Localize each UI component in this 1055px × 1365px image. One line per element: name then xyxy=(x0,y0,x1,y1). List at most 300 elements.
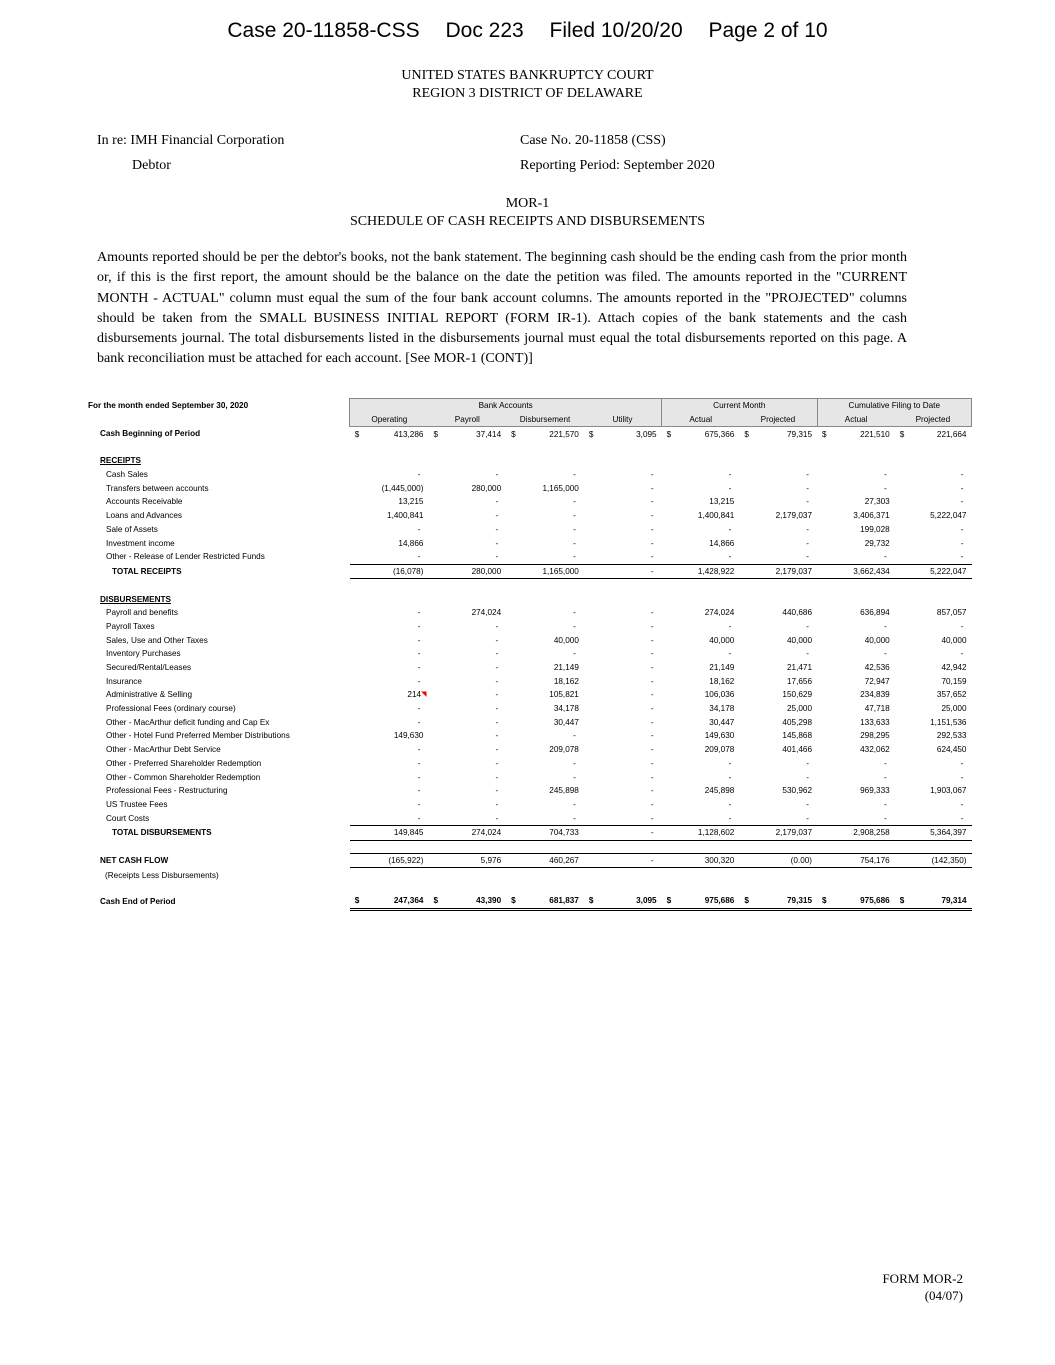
row-value: - xyxy=(650,497,654,507)
row-value: 42,942 xyxy=(941,663,967,673)
row-value: $ 3,095 xyxy=(584,427,662,441)
header-group-row xyxy=(88,399,972,413)
row-value: 14,866 xyxy=(709,538,735,548)
row-value: 150,629 xyxy=(782,690,813,700)
row-value: 199,028 xyxy=(860,524,890,534)
row-value: - xyxy=(417,772,421,782)
row-value: - xyxy=(960,524,964,534)
row-value: 280,000 xyxy=(428,564,506,579)
row-value: - xyxy=(495,786,499,796)
row-value: - xyxy=(573,731,576,741)
row-value: - xyxy=(884,758,887,768)
row-value: 29,732 xyxy=(864,538,890,548)
row-value: (142,350) xyxy=(895,853,972,868)
row-value: - xyxy=(495,745,499,755)
row-value: - xyxy=(428,550,506,564)
receipts-heading: RECEIPTS xyxy=(100,456,141,466)
disbursement-row xyxy=(88,674,972,688)
row-value: - xyxy=(584,825,662,840)
row-value: 460,267 xyxy=(506,853,584,868)
row-value: - xyxy=(573,511,576,521)
row-label: Inventory Purchases xyxy=(106,649,181,659)
receipt-row xyxy=(88,495,972,509)
row-value: 2,179,037 xyxy=(739,825,817,840)
receipt-row xyxy=(88,523,972,537)
row-label: Other - Release of Lender Restricted Funds xyxy=(106,552,265,562)
row-value: 5,222,047 xyxy=(930,511,967,521)
row-value: 25,000 xyxy=(941,704,967,714)
row-value: - xyxy=(895,550,972,564)
row-value: 42,536 xyxy=(864,663,890,673)
total-disbursements-row xyxy=(88,825,972,840)
row-value: - xyxy=(884,621,887,631)
spacer-cell xyxy=(88,579,972,593)
row-value: 3,662,434 xyxy=(817,564,895,579)
row-value: - xyxy=(573,758,576,768)
row-value: - xyxy=(650,676,654,686)
row-value: 21,471 xyxy=(786,663,813,673)
cash-end-row xyxy=(88,894,972,909)
row-value: - xyxy=(650,608,654,618)
row-value: - xyxy=(728,524,732,534)
row-value: $ 975,686 xyxy=(817,894,895,909)
disbursement-row xyxy=(88,811,972,825)
row-value: - xyxy=(739,550,817,564)
case-header xyxy=(0,19,1055,43)
row-value: 405,298 xyxy=(782,717,813,727)
group-cumulative: Cumulative Filing to Date xyxy=(817,399,971,413)
row-value: 34,178 xyxy=(553,704,579,714)
row-value: - xyxy=(495,621,499,631)
row-value: - xyxy=(350,811,429,825)
row-value: - xyxy=(495,704,499,714)
row-value: 298,295 xyxy=(860,731,890,741)
column-header: Projected xyxy=(895,413,972,427)
row-label: Transfers between accounts xyxy=(106,483,209,493)
reporting-period: Reporting Period: September 2020 xyxy=(520,158,715,173)
row-value: - xyxy=(728,649,732,659)
row-value: - xyxy=(417,704,421,714)
group-bank-accounts: Bank Accounts xyxy=(350,399,662,413)
disbursement-row xyxy=(88,798,972,812)
row-value: 40,000 xyxy=(709,635,735,645)
cash-schedule-table xyxy=(88,398,972,911)
row-label: Sales, Use and Other Taxes xyxy=(106,635,208,645)
row-value: (165,922) xyxy=(350,853,429,868)
filed-date: Filed 10/20/20 xyxy=(549,19,683,42)
row-value: - xyxy=(960,538,964,548)
disbursement-row xyxy=(88,620,972,634)
row-value: 530,962 xyxy=(782,786,813,796)
row-label: Other - MacArthur deficit funding and Cap Ex xyxy=(106,717,270,727)
row-value: $ 79,314 xyxy=(895,894,972,909)
row-value: - xyxy=(495,799,499,809)
row-value: 40,000 xyxy=(864,635,890,645)
row-value: 1,165,000 xyxy=(506,564,584,579)
row-value: - xyxy=(650,483,654,493)
row-label: Other - Preferred Shareholder Redemption xyxy=(106,758,262,768)
receipt-row xyxy=(88,509,972,523)
row-value: 209,078 xyxy=(549,745,579,755)
row-label: Other - Common Shareholder Redemption xyxy=(106,772,261,782)
row-value: - xyxy=(817,550,895,564)
row-value: - xyxy=(806,799,810,809)
row-value: 34,178 xyxy=(709,704,735,714)
row-value: 5,364,397 xyxy=(895,825,972,840)
row-value: 5,976 xyxy=(428,853,506,868)
row-value: - xyxy=(728,483,732,493)
row-value: 1,428,922 xyxy=(662,564,740,579)
row-value: - xyxy=(650,690,654,700)
row-value: - xyxy=(650,649,654,659)
row-value: - xyxy=(806,772,810,782)
row-value: 704,733 xyxy=(506,825,584,840)
row-value: - xyxy=(584,550,662,564)
row-value: - xyxy=(960,621,964,631)
row-value: $ 247,364 xyxy=(350,894,429,909)
row-value: - xyxy=(650,621,654,631)
row-value: 72,947 xyxy=(864,676,890,686)
row-value: - xyxy=(960,470,964,480)
row-value: - xyxy=(417,621,421,631)
row-value: - xyxy=(495,470,499,480)
row-value: $ 975,686 xyxy=(662,894,740,909)
row-value: - xyxy=(650,717,654,727)
row-value: - xyxy=(417,470,421,480)
row-value: - xyxy=(417,524,421,534)
row-value: 145,868 xyxy=(782,731,813,741)
row-label: Administrative & Selling xyxy=(106,690,193,700)
row-value: - xyxy=(650,745,654,755)
row-value: 3,406,371 xyxy=(853,511,890,521)
row-value: - xyxy=(728,758,732,768)
row-label: Cash Beginning of Period xyxy=(100,429,201,439)
row-value: - xyxy=(728,799,732,809)
row-value: - xyxy=(806,538,810,548)
row-value: - xyxy=(573,497,576,507)
row-value: - xyxy=(573,799,576,809)
row-value: 21,149 xyxy=(709,663,735,673)
row-value: 149,630 xyxy=(393,731,424,741)
row-value: - xyxy=(417,649,421,659)
row-value: 149,845 xyxy=(350,825,429,840)
row-value: - xyxy=(573,649,576,659)
row-value: - xyxy=(495,717,499,727)
row-value: - xyxy=(495,772,499,782)
disbursement-row xyxy=(88,688,972,702)
row-value: - xyxy=(650,511,654,521)
row-value: $ 79,315 xyxy=(739,894,817,909)
receipt-row xyxy=(88,468,972,482)
spacer-row xyxy=(88,441,972,454)
debtor-label: Debtor xyxy=(132,158,171,173)
row-value: 636,894 xyxy=(860,608,890,618)
row-value: 105,821 xyxy=(549,690,579,700)
row-value: - xyxy=(650,470,654,480)
row-value: - xyxy=(650,538,654,548)
row-value: - xyxy=(573,470,576,480)
page-number: Page 2 of 10 xyxy=(708,19,828,42)
column-header: Actual xyxy=(662,413,740,427)
row-value: - xyxy=(650,731,654,741)
row-value: - xyxy=(417,745,421,755)
receipt-row xyxy=(88,550,972,564)
form-date: (04/07) xyxy=(924,1288,963,1303)
row-value: 1,165,000 xyxy=(542,483,579,493)
spacer-row xyxy=(88,840,972,853)
row-value: - xyxy=(739,811,817,825)
row-value: 27,303 xyxy=(864,497,890,507)
row-value: - xyxy=(662,811,740,825)
row-value: 47,718 xyxy=(864,704,890,714)
row-value: - xyxy=(806,497,810,507)
row-value: - xyxy=(895,811,972,825)
row-value: $ 675,366 xyxy=(662,427,740,441)
cash-beginning-row xyxy=(88,427,972,441)
row-value: 300,320 xyxy=(662,853,740,868)
row-value: - xyxy=(650,772,654,782)
row-label: Payroll and benefits xyxy=(106,608,178,618)
row-value: - xyxy=(417,676,421,686)
row-value: 13,215 xyxy=(709,497,735,507)
row-value: - xyxy=(417,608,421,618)
row-value: $ 3,095 xyxy=(584,894,662,909)
row-value: - xyxy=(417,799,421,809)
spacer-cell xyxy=(88,441,972,454)
instructions-paragraph: Amounts reported should be per the debtor's books, not the bank statement. The beginning cash should be the ending cash from the prior month or, if this is the first report, the amount should be the balance on the date the petition was filed. The amounts reported in the "CURRENT MONTH - ACTUAL" column must equal the sum of the four bank account columns. The amounts reported in the "PROJECTED" columns should be taken from the SMALL BUSINESS INITIAL REPORT (FORM IR-1). Attach copies of the bank statements and the cash disbursements journal. The total disbursements listed in the disbursements journal must equal the total disbursements reported on this page. A bank reconciliation must be attached for each account. [See MOR-1 (CONT)] xyxy=(97,250,907,367)
row-value: 149,630 xyxy=(704,731,735,741)
spacer-cell xyxy=(88,840,972,853)
row-value: 857,057 xyxy=(936,608,967,618)
row-value: - xyxy=(806,483,810,493)
disbursements-heading-row xyxy=(88,592,972,606)
row-label: Other - MacArthur Debt Service xyxy=(106,745,221,755)
row-value: 5,222,047 xyxy=(895,564,972,579)
row-value: - xyxy=(728,621,732,631)
row-value: - xyxy=(806,524,810,534)
row-value: - xyxy=(960,799,964,809)
row-value: 21,149 xyxy=(553,663,579,673)
row-label: Accounts Receivable xyxy=(106,497,183,507)
row-value: - xyxy=(495,690,499,700)
row-label: Professional Fees - Restructuring xyxy=(106,786,228,796)
row-value: - xyxy=(650,758,654,768)
row-value: - xyxy=(650,704,654,714)
row-value: - xyxy=(417,635,421,645)
row-value: - xyxy=(650,786,654,796)
row-value: 357,652 xyxy=(936,690,967,700)
disbursement-row xyxy=(88,715,972,729)
row-value: 214◥ xyxy=(407,690,427,700)
row-label: Sale of Assets xyxy=(106,524,158,534)
row-value: 1,151,536 xyxy=(930,717,967,727)
row-value: 70,159 xyxy=(941,676,967,686)
row-label: Cash Sales xyxy=(106,470,148,480)
row-value: - xyxy=(884,772,887,782)
row-value: - xyxy=(884,470,887,480)
row-value: 1,400,841 xyxy=(387,511,424,521)
in-re: In re: IMH Financial Corporation xyxy=(97,133,285,148)
row-value: - xyxy=(495,524,499,534)
row-value: 40,000 xyxy=(941,635,967,645)
row-value: - xyxy=(650,799,654,809)
row-value: $ 221,570 xyxy=(506,427,584,441)
row-label: Insurance xyxy=(106,676,142,686)
row-value: - xyxy=(884,649,887,659)
row-value: - xyxy=(960,772,964,782)
row-value: 40,000 xyxy=(553,635,579,645)
disbursement-row xyxy=(88,729,972,743)
row-label: Secured/Rental/Leases xyxy=(106,663,192,673)
column-header: Actual xyxy=(817,413,895,427)
form-title: SCHEDULE OF CASH RECEIPTS AND DISBURSEMENTS xyxy=(349,214,706,229)
net-cash-flow-row xyxy=(88,853,972,868)
row-value: - xyxy=(495,663,499,673)
row-value: - xyxy=(584,811,662,825)
row-label: US Trustee Fees xyxy=(106,799,168,809)
row-value: - xyxy=(960,649,964,659)
row-label: TOTAL DISBURSEMENTS xyxy=(112,828,212,838)
row-value: - xyxy=(573,524,576,534)
row-value: 14,866 xyxy=(398,538,424,548)
form-number: FORM MOR-2 xyxy=(882,1271,963,1286)
row-value: - xyxy=(417,717,421,727)
row-value: 292,533 xyxy=(936,731,967,741)
row-value: - xyxy=(495,758,499,768)
row-value: - xyxy=(650,635,654,645)
row-value: $ 221,664 xyxy=(895,427,972,441)
row-value: - xyxy=(960,497,964,507)
row-label: NET CASH FLOW xyxy=(100,855,169,865)
case-number: Case 20-11858-CSS xyxy=(227,19,420,42)
row-value: 969,333 xyxy=(860,786,890,796)
header-blank xyxy=(88,413,350,427)
disbursement-row xyxy=(88,770,972,784)
disbursement-row xyxy=(88,784,972,798)
net-note: (Receipts Less Disbursements) xyxy=(105,870,219,880)
row-value: - xyxy=(884,799,887,809)
row-value: - xyxy=(806,621,810,631)
row-value: - xyxy=(495,731,499,741)
row-label: Loans and Advances xyxy=(106,511,183,521)
column-header: Payroll xyxy=(428,413,506,427)
row-value: 1,903,067 xyxy=(930,786,967,796)
row-value: - xyxy=(960,483,964,493)
column-header: Utility xyxy=(584,413,662,427)
row-value: - xyxy=(506,550,584,564)
disbursement-row xyxy=(88,606,972,620)
row-value: 2,179,037 xyxy=(775,511,813,521)
court-name: UNITED STATES BANKRUPTCY COURT xyxy=(401,68,654,83)
disbursement-row xyxy=(88,743,972,757)
row-value: - xyxy=(417,786,421,796)
row-value: - xyxy=(495,511,499,521)
row-value: 624,450 xyxy=(936,745,967,755)
row-value: - xyxy=(728,772,732,782)
row-value: 274,024 xyxy=(704,608,735,618)
doc-number: Doc 223 xyxy=(445,19,524,42)
disbursement-row xyxy=(88,633,972,647)
row-value: - xyxy=(817,811,895,825)
column-header: Projected xyxy=(739,413,817,427)
row-value: 1,400,841 xyxy=(697,511,735,521)
row-value: 30,447 xyxy=(553,717,579,727)
net-note-row xyxy=(88,868,972,882)
row-value: 106,036 xyxy=(704,690,735,700)
row-value: 209,078 xyxy=(704,745,735,755)
row-value: - xyxy=(506,811,584,825)
row-value: 30,447 xyxy=(709,717,735,727)
row-label: Other - Hotel Fund Preferred Member Distributions xyxy=(106,731,290,741)
row-value: - xyxy=(573,621,576,631)
header-column-row xyxy=(88,413,972,427)
row-value: 754,176 xyxy=(817,853,895,868)
row-value: - xyxy=(884,483,887,493)
row-value: - xyxy=(495,635,499,645)
total-receipts-row xyxy=(88,564,972,579)
court-district: REGION 3 DISTRICT OF DELAWARE xyxy=(412,86,643,101)
receipt-row xyxy=(88,481,972,495)
row-value: 440,686 xyxy=(782,608,813,618)
row-value: - xyxy=(495,649,499,659)
row-value: - xyxy=(806,470,810,480)
row-value: - xyxy=(573,772,576,782)
row-value: 13,215 xyxy=(398,497,424,507)
disbursement-row xyxy=(88,702,972,716)
spacer-row xyxy=(88,579,972,593)
disbursement-row xyxy=(88,647,972,661)
row-value: $ 413,286 xyxy=(350,427,429,441)
comment-indicator-icon: ◥ xyxy=(421,691,427,699)
row-value: - xyxy=(584,564,662,579)
row-value: 25,000 xyxy=(786,704,813,714)
row-value: (16,078) xyxy=(350,564,429,579)
row-value: 234,839 xyxy=(860,690,890,700)
column-header: Disbursement xyxy=(506,413,584,427)
row-value: - xyxy=(495,676,499,686)
row-label: TOTAL RECEIPTS xyxy=(112,566,182,576)
disbursement-row xyxy=(88,757,972,771)
row-value: 2,179,037 xyxy=(739,564,817,579)
row-value: - xyxy=(650,524,654,534)
row-value: 401,466 xyxy=(782,745,813,755)
row-value: (1,445,000) xyxy=(381,483,424,493)
row-value: - xyxy=(573,608,576,618)
row-value: - xyxy=(728,470,732,480)
row-value: 18,162 xyxy=(709,676,735,686)
period-label: For the month ended September 30, 2020 xyxy=(88,401,249,411)
row-value: - xyxy=(584,853,662,868)
row-value: - xyxy=(428,811,506,825)
row-value: $ 221,510 xyxy=(817,427,895,441)
receipts-heading-row xyxy=(88,454,972,468)
row-value: 2,908,258 xyxy=(817,825,895,840)
row-value: - xyxy=(650,663,654,673)
row-value: - xyxy=(806,649,810,659)
row-label: Court Costs xyxy=(106,813,150,823)
form-footer xyxy=(882,1270,963,1304)
spacer-cell xyxy=(88,882,972,894)
row-value: - xyxy=(417,663,421,673)
row-value: - xyxy=(573,538,576,548)
row-value: - xyxy=(495,497,499,507)
row-value: 280,000 xyxy=(471,483,502,493)
row-value: $ 681,837 xyxy=(506,894,584,909)
row-label: Professional Fees (ordinary course) xyxy=(106,704,236,714)
row-label: Payroll Taxes xyxy=(106,621,155,631)
row-value: - xyxy=(417,758,421,768)
row-value: 40,000 xyxy=(786,635,813,645)
